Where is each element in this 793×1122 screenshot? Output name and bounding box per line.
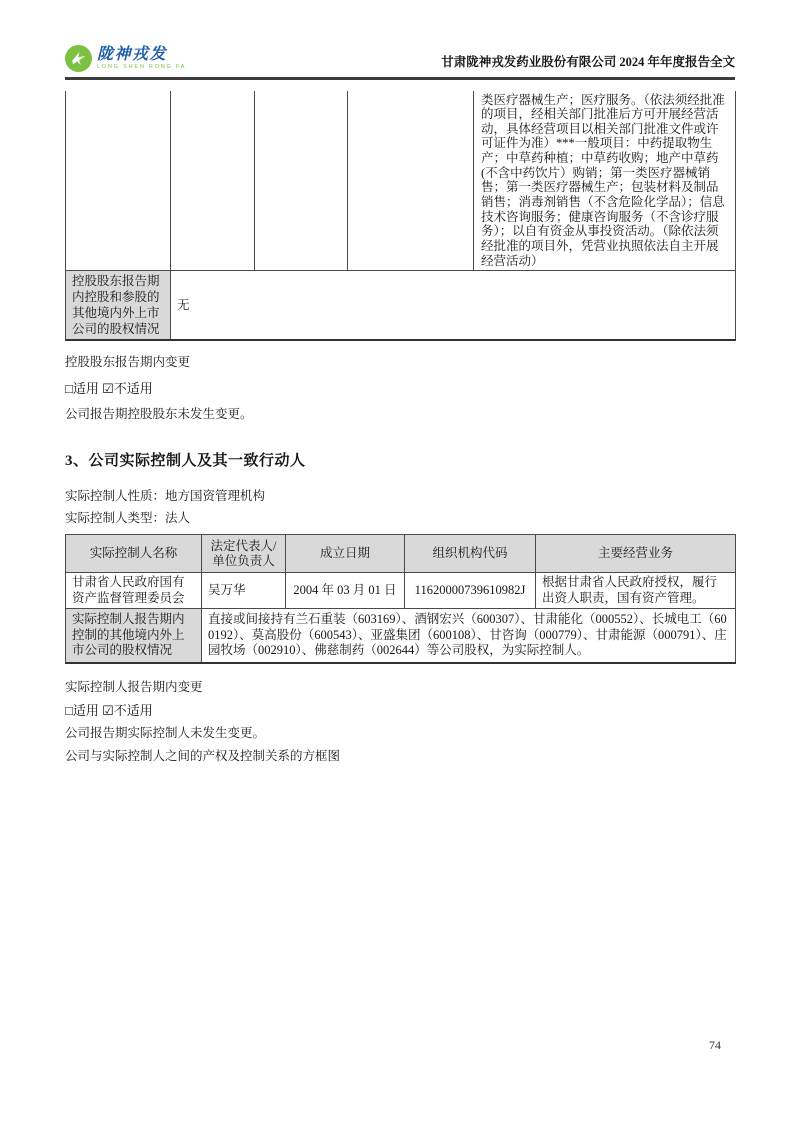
controlling-change-title: 控股股东报告期内变更: [65, 355, 191, 370]
controller-name: 甘肃省人民政府国有资产监督管理委员会: [66, 573, 202, 609]
controller-holdings-label: 实际控制人报告期内控制的其他境内外上市公司的股权情况: [66, 609, 202, 663]
empty-cell: [348, 91, 474, 271]
logo-bird-icon: [65, 45, 92, 72]
column-header-org-code: 组织机构代码: [405, 535, 536, 573]
logo-title: 陇神戎发: [97, 45, 168, 63]
column-header-legal-rep: 法定代表人/单位负责人: [202, 535, 286, 573]
actual-controller-table: [65, 534, 736, 663]
table-header-row: [66, 535, 736, 573]
report-title: 甘肃陇神戎发药业股份有限公司 2024 年年度报告全文: [441, 55, 735, 69]
column-header-name: 实际控制人名称: [66, 535, 202, 573]
controller-holdings-value: 直接或间接持有兰石重装（603169）、酒钢宏兴（600307）、甘肃能化（000552）、长城电工（600192）、莫高股份（600543）、亚盛集团（600108）、甘咨询（000779）、甘肃能源（000791）、庄园牧场（002910）、佛慈制药（002644）等公司股权，为实际控制人。: [202, 609, 736, 663]
applicable-checkbox: □适用: [65, 702, 99, 718]
table-row: [66, 271, 736, 341]
controlling-shareholder-table: [65, 91, 736, 342]
table-row: [66, 573, 736, 609]
controller-legal-rep: 吴万华: [202, 573, 286, 609]
business-scope-continued: 类医疗器械生产；医疗服务。（依法须经批准的项目，经相关部门批准后方可开展经营活动，具体经营项目以相关部门批准文件或许可证件为准）***一般项目：中药提取物生产；中草药种植；中草药收购；地产中草药(不含中药饮片）购销；第一类医疗器械销售；第一类医疗器械生产；包装材料及制品销售；消毒剂销售（不含危险化学品）；信息技术咨询服务；健康咨询服务（不含诊疗服务）；以自有资金从事投资活动。（除依法须经批准的项目外，凭营业执照依法自主开展经营活动）: [474, 91, 736, 271]
column-header-business: 主要经营业务: [536, 535, 736, 573]
shareholder-holdings-value: 无: [171, 271, 736, 341]
shareholder-holdings-label: 控股股东报告期内控股和参股的其他境内外上市公司的股权情况: [66, 271, 171, 341]
table-row: [66, 91, 736, 271]
controlling-change-checkboxes: [65, 380, 735, 397]
actual-change-title: 实际控制人报告期内变更: [65, 679, 203, 694]
actual-change-note: 公司报告期实际控制人未发生变更。: [65, 725, 266, 740]
empty-cell: [255, 91, 348, 271]
controller-nature: 实际控制人性质：地方国资管理机构: [65, 489, 266, 504]
empty-cell: [66, 91, 171, 271]
column-header-established: 成立日期: [286, 535, 405, 573]
diagram-caption: 公司与实际控制人之间的产权及控制关系的方框图: [65, 748, 341, 763]
controller-type: 实际控制人类型：法人: [65, 511, 191, 526]
empty-cell: [171, 91, 255, 271]
controller-org-code: 11620000739610982J: [405, 573, 536, 609]
applicable-checkbox: □适用: [65, 381, 99, 397]
company-logo: [65, 45, 186, 72]
controlling-change-note: 公司报告期控股股东未发生变更。: [65, 407, 253, 422]
section-heading: 3、公司实际控制人及其一致行动人: [65, 453, 306, 470]
controller-business: 根据甘肃省人民政府授权，履行出资人职责，国有资产管理。: [536, 573, 736, 609]
not-applicable-checkbox: ☑不适用: [102, 381, 153, 397]
page-header: [65, 0, 735, 72]
page-number: 74: [709, 1038, 721, 1052]
table-row: [66, 609, 736, 663]
header-divider: [65, 77, 735, 80]
not-applicable-checkbox: ☑不适用: [102, 702, 153, 718]
logo-subtitle: LONG SHEN RONG FA: [97, 64, 187, 70]
actual-change-checkboxes: [65, 702, 735, 719]
controller-established: 2004 年 03 月 01 日: [286, 573, 405, 609]
